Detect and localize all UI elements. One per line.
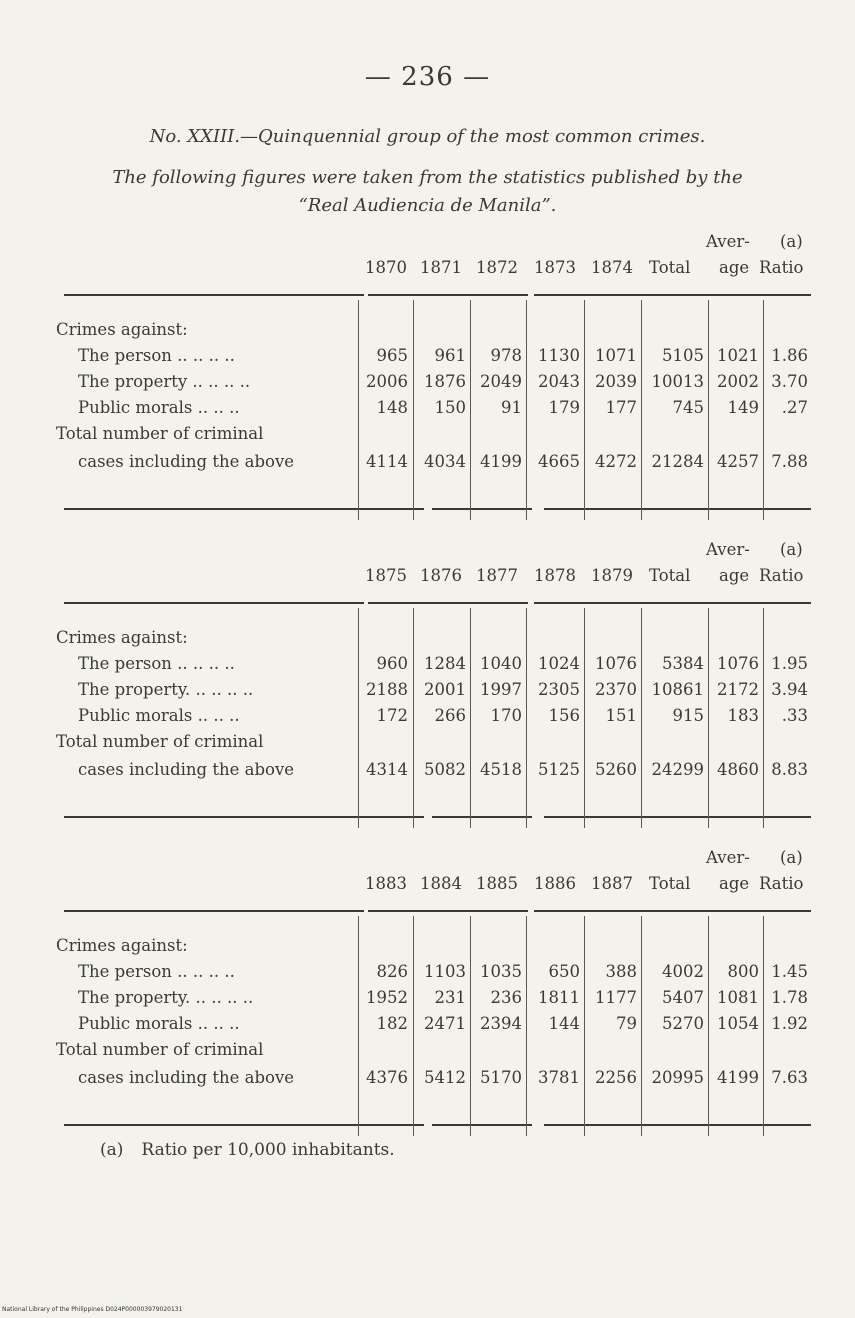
data-cell: 20995 <box>651 1068 704 1087</box>
header-ratio-mark: (a) <box>780 848 803 867</box>
data-cell: 4199 <box>480 452 522 471</box>
header-aver-top: Aver- <box>706 232 750 251</box>
data-cell: 10013 <box>651 372 704 391</box>
data-cell: 650 <box>548 962 580 981</box>
data-cell: 2305 <box>538 680 580 699</box>
data-cell: 1040 <box>480 654 522 673</box>
header-top-row <box>56 540 811 560</box>
total-label-line-1 <box>56 732 811 756</box>
data-cell: 3.70 <box>771 372 808 391</box>
data-cell: 5170 <box>480 1068 522 1087</box>
data-cell: 745 <box>672 398 704 417</box>
data-cell: 1.92 <box>771 1014 808 1033</box>
year-header: 1870 <box>365 258 407 277</box>
data-cell: 3781 <box>538 1068 580 1087</box>
year-header: 1879 <box>591 566 633 585</box>
total-header: Total <box>649 258 691 277</box>
crime-table <box>56 232 811 492</box>
year-header: 1877 <box>476 566 518 585</box>
ratio-header: Ratio <box>759 874 804 893</box>
header-ratio-mark: (a) <box>780 540 803 559</box>
data-cell: 2172 <box>717 680 759 699</box>
bottom-rule <box>64 508 424 510</box>
header-rule <box>368 910 528 912</box>
data-cell: 7.88 <box>771 452 808 471</box>
row-label: Crimes against: <box>56 320 188 339</box>
row-label: cases including the above <box>78 760 295 779</box>
data-cell: 2006 <box>366 372 408 391</box>
data-cell: 388 <box>605 962 637 981</box>
data-cell: 915 <box>672 706 704 725</box>
table-row-total <box>56 1068 811 1092</box>
data-cell: 2256 <box>595 1068 637 1087</box>
data-cell: 144 <box>548 1014 580 1033</box>
data-cell: 10861 <box>651 680 704 699</box>
row-label: The property. .. .. .. .. <box>78 988 254 1007</box>
page-number: — 236 — <box>364 62 491 92</box>
data-cell: 183 <box>727 706 759 725</box>
year-header: 1875 <box>365 566 407 585</box>
header-rule <box>534 602 811 604</box>
data-cell: 91 <box>501 398 522 417</box>
data-cell: 2049 <box>480 372 522 391</box>
data-cell: 2001 <box>424 680 466 699</box>
table-row-property <box>56 988 811 1012</box>
header-rule <box>64 294 364 296</box>
row-label: Crimes against: <box>56 936 188 955</box>
data-cell: 4199 <box>717 1068 759 1087</box>
header-rule <box>368 602 528 604</box>
data-cell: 5105 <box>662 346 704 365</box>
ratio-header: Ratio <box>759 566 804 585</box>
data-cell: 177 <box>605 398 637 417</box>
data-cell: 4114 <box>366 452 408 471</box>
data-cell: 1076 <box>595 654 637 673</box>
table-row-morals <box>56 1014 811 1038</box>
data-cell: 965 <box>376 346 408 365</box>
aver-age-header: age <box>719 258 750 277</box>
data-cell: 7.63 <box>771 1068 808 1087</box>
data-cell: 5260 <box>595 760 637 779</box>
row-label: The property .. .. .. .. <box>78 372 251 391</box>
data-cell: 1876 <box>424 372 466 391</box>
data-cell: 1.95 <box>771 654 808 673</box>
data-cell: 1177 <box>595 988 637 1007</box>
header-top-row <box>56 232 811 252</box>
data-cell: 5407 <box>662 988 704 1007</box>
year-header: 1883 <box>365 874 407 893</box>
row-label: cases including the above <box>78 1068 295 1087</box>
header-rule <box>368 294 528 296</box>
data-cell: .33 <box>781 706 808 725</box>
header-rule <box>64 910 364 912</box>
data-cell: 5412 <box>424 1068 466 1087</box>
data-cell: 1076 <box>717 654 759 673</box>
total-label-line-1 <box>56 1040 811 1064</box>
row-label: Crimes against: <box>56 628 188 647</box>
table-row-morals <box>56 398 811 422</box>
data-cell: 2471 <box>424 1014 466 1033</box>
data-cell: 1284 <box>424 654 466 673</box>
row-label: cases including the above <box>78 452 295 471</box>
data-cell: 1021 <box>717 346 759 365</box>
data-cell: 800 <box>727 962 759 981</box>
data-cell: 2002 <box>717 372 759 391</box>
crimes-against-heading <box>56 936 811 960</box>
year-header: 1872 <box>476 258 518 277</box>
data-cell: 156 <box>548 706 580 725</box>
year-header: 1874 <box>591 258 633 277</box>
data-cell: 4314 <box>366 760 408 779</box>
data-cell: 4376 <box>366 1068 408 1087</box>
data-cell: 2188 <box>366 680 408 699</box>
data-cell: 2043 <box>538 372 580 391</box>
header-year-row <box>56 258 811 280</box>
data-cell: 1997 <box>480 680 522 699</box>
source-note-line-2: “Real Audiencia de Manila”. <box>298 195 557 216</box>
header-year-row <box>56 874 811 896</box>
table-row-total <box>56 760 811 784</box>
header-rule <box>64 602 364 604</box>
total-label-line-1 <box>56 424 811 448</box>
data-cell: 4034 <box>424 452 466 471</box>
data-cell: 5082 <box>424 760 466 779</box>
row-label: The person .. .. .. .. <box>78 962 235 981</box>
data-cell: 1.45 <box>771 962 808 981</box>
bottom-rule <box>64 816 424 818</box>
row-label: Public morals .. .. .. <box>78 1014 240 1033</box>
data-cell: 2370 <box>595 680 637 699</box>
table-row-property <box>56 680 811 704</box>
data-cell: 1130 <box>538 346 580 365</box>
footnote <box>100 1140 395 1160</box>
data-cell: .27 <box>781 398 808 417</box>
row-label: Total number of criminal <box>56 732 264 751</box>
data-cell: 182 <box>376 1014 408 1033</box>
row-label: Total number of criminal <box>56 424 264 443</box>
crimes-against-heading <box>56 320 811 344</box>
data-cell: 1952 <box>366 988 408 1007</box>
data-cell: 1035 <box>480 962 522 981</box>
data-cell: 978 <box>490 346 522 365</box>
total-header: Total <box>649 874 691 893</box>
data-cell: 8.83 <box>771 760 808 779</box>
ratio-header: Ratio <box>759 258 804 277</box>
data-cell: 149 <box>727 398 759 417</box>
data-cell: 1024 <box>538 654 580 673</box>
data-cell: 4272 <box>595 452 637 471</box>
data-cell: 4518 <box>480 760 522 779</box>
bottom-rule <box>432 1124 532 1126</box>
data-cell: 231 <box>434 988 466 1007</box>
header-rule <box>534 294 811 296</box>
header-top-row <box>56 848 811 868</box>
data-cell: 150 <box>434 398 466 417</box>
data-cell: 1103 <box>424 962 466 981</box>
aver-age-header: age <box>719 566 750 585</box>
table-row-total <box>56 452 811 476</box>
data-cell: 3.94 <box>771 680 808 699</box>
table-row-property <box>56 372 811 396</box>
data-cell: 24299 <box>651 760 704 779</box>
data-cell: 5125 <box>538 760 580 779</box>
footnote-text: Ratio per 10,000 inhabitants. <box>141 1140 395 1160</box>
row-label: Total number of criminal <box>56 1040 264 1059</box>
header-ratio-mark: (a) <box>780 232 803 251</box>
table-row-person <box>56 962 811 986</box>
data-cell: 4665 <box>538 452 580 471</box>
table-row-morals <box>56 706 811 730</box>
bottom-rule <box>432 508 532 510</box>
data-cell: 170 <box>490 706 522 725</box>
data-cell: 826 <box>376 962 408 981</box>
source-note-line-1: The following figures were taken from the statistics published by the <box>112 167 743 188</box>
data-cell: 5384 <box>662 654 704 673</box>
header-rule <box>534 910 811 912</box>
data-cell: 1.78 <box>771 988 808 1007</box>
data-cell: 151 <box>605 706 637 725</box>
data-cell: 4860 <box>717 760 759 779</box>
bottom-rule <box>64 1124 424 1126</box>
table-row-person <box>56 654 811 678</box>
header-aver-top: Aver- <box>706 848 750 867</box>
year-header: 1871 <box>420 258 462 277</box>
data-cell: 1071 <box>595 346 637 365</box>
library-credit: National Library of the Philippines D024P000003979020131 <box>2 1306 183 1313</box>
year-header: 1884 <box>420 874 462 893</box>
table-title: No. XXIII.—Quinquennial group of the most common crimes. <box>149 126 706 147</box>
total-header: Total <box>649 566 691 585</box>
data-cell: 960 <box>376 654 408 673</box>
data-cell: 148 <box>376 398 408 417</box>
row-label: Public morals .. .. .. <box>78 398 240 417</box>
header-aver-top: Aver- <box>706 540 750 559</box>
header-year-row <box>56 566 811 588</box>
crime-table <box>56 540 811 800</box>
data-cell: 5270 <box>662 1014 704 1033</box>
data-cell: 961 <box>434 346 466 365</box>
data-cell: 1081 <box>717 988 759 1007</box>
footnote-mark: (a) <box>100 1140 124 1160</box>
data-cell: 179 <box>548 398 580 417</box>
data-cell: 1.86 <box>771 346 808 365</box>
data-cell: 1054 <box>717 1014 759 1033</box>
year-header: 1878 <box>534 566 576 585</box>
year-header: 1886 <box>534 874 576 893</box>
data-cell: 2039 <box>595 372 637 391</box>
year-header: 1876 <box>420 566 462 585</box>
year-header: 1887 <box>591 874 633 893</box>
data-cell: 79 <box>616 1014 637 1033</box>
data-cell: 4002 <box>662 962 704 981</box>
table-row-person <box>56 346 811 370</box>
bottom-rule <box>432 816 532 818</box>
data-cell: 172 <box>376 706 408 725</box>
data-cell: 4257 <box>717 452 759 471</box>
year-header: 1873 <box>534 258 576 277</box>
crime-table <box>56 848 811 1108</box>
row-label: The person .. .. .. .. <box>78 654 235 673</box>
data-cell: 266 <box>434 706 466 725</box>
year-header: 1885 <box>476 874 518 893</box>
data-cell: 1811 <box>538 988 580 1007</box>
data-cell: 236 <box>490 988 522 1007</box>
row-label: The property. .. .. .. .. <box>78 680 254 699</box>
data-cell: 21284 <box>651 452 704 471</box>
data-cell: 2394 <box>480 1014 522 1033</box>
row-label: Public morals .. .. .. <box>78 706 240 725</box>
crimes-against-heading <box>56 628 811 652</box>
row-label: The person .. .. .. .. <box>78 346 235 365</box>
aver-age-header: age <box>719 874 750 893</box>
